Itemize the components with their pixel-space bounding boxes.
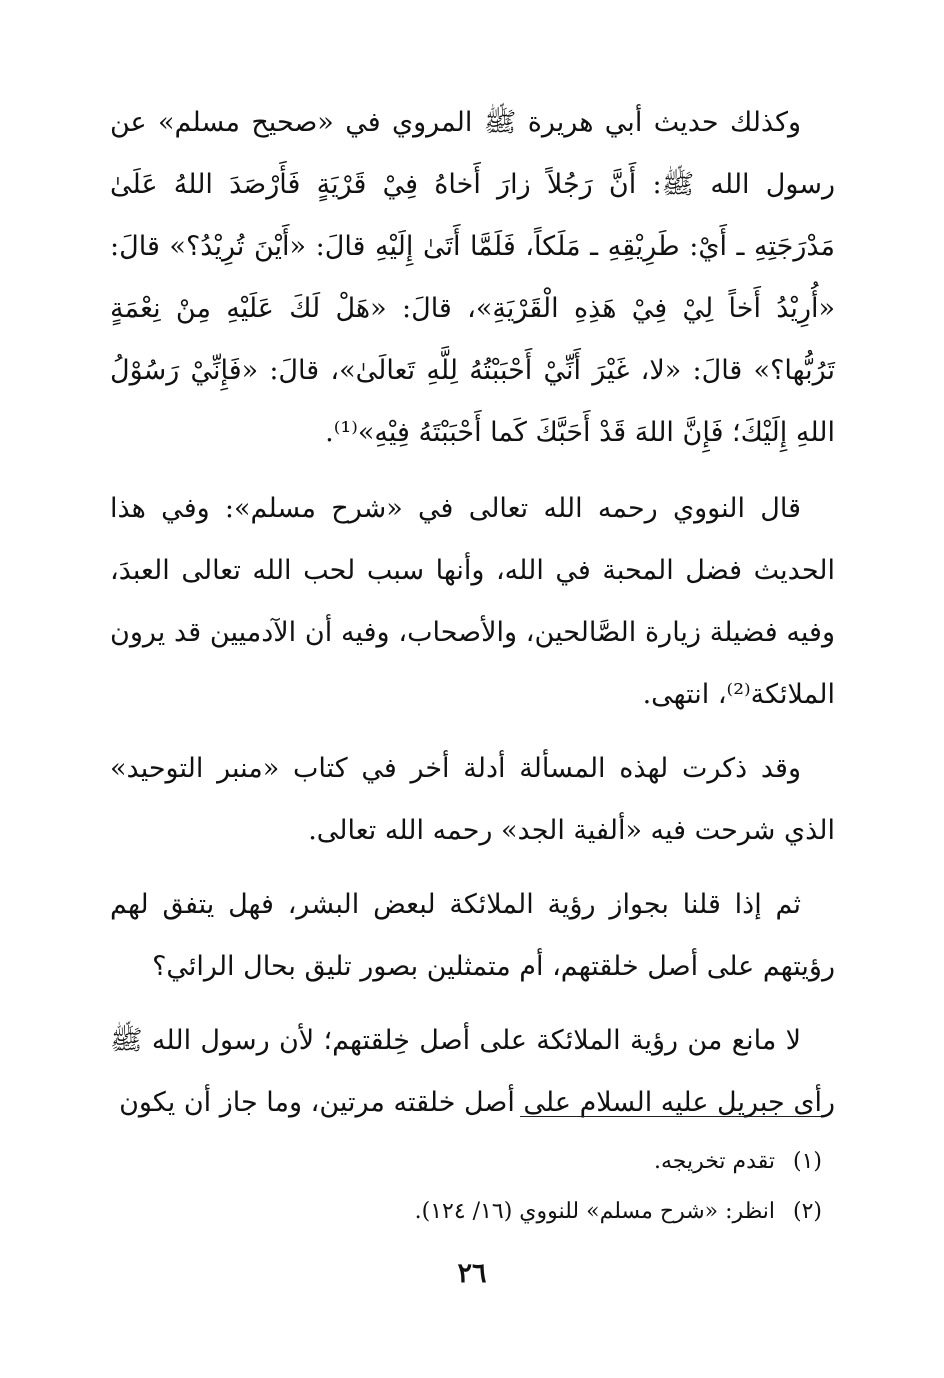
footnotes	[122, 1137, 822, 1237]
footnote-1-number: (١)	[792, 1149, 822, 1174]
main-text	[110, 92, 835, 1146]
paragraph-answer: لا مانع من رؤية الملائكة على أصل خِلقتهم؛ لأن رسول الله ﷺ رأى جبريل عليه السلام على أصل خلقته مرتين، وما جاز أن يكون	[110, 1025, 835, 1118]
footnote-2-number: (٢)	[792, 1199, 822, 1224]
footnote-divider	[520, 1116, 822, 1117]
paragraph-other-evidence: وقد ذكرت لهذه المسألة أدلة أخر في كتاب «منبر التوحيد» الذي شرحت فيه «ألفية الجد» رحمه الله تعالى.	[110, 753, 835, 846]
footnote-1-text: تقدم تخريجه.	[653, 1149, 775, 1174]
footnote-2-text: انظر: «شرح مسلم» للنووي (١٦/ ١٢٤).	[414, 1199, 775, 1224]
paragraph-question: ثم إذا قلنا بجواز رؤية الملائكة لبعض البشر، فهل يتفق لهم رؤيتهم على أصل خلقتهم، أم متمثلين بصور تليق بحال الرائي؟	[110, 889, 835, 982]
footnote-2	[122, 1187, 822, 1237]
footnote-1	[122, 1137, 822, 1187]
page-number: ٢٦	[457, 1258, 487, 1289]
paragraph-hadith: وكذلك حديث أبي هريرة ﷺ المروي في «صحيح مسلم» عن رسول الله ﷺ: أَنَّ رَجُلاً زارَ أَخاهُ فِيْ قَرْيَةٍ فَأَرْصَدَ اللهُ عَلَىٰ مَدْرَجَتِهِ ـ أَيْ: طَرِيْقِهِ ـ مَلَكاً، فَلَمَّا أَتَىٰ إِلَيْهِ قالَ: «أَيْنَ تُرِيْدُ؟» قالَ: «أُرِيْدُ أَخاً لِيْ فِيْ هَذِهِ الْقَرْيَةِ»، قالَ: «هَلْ لَكَ عَلَيْهِ مِنْ نِعْمَةٍ تَرُبُّها؟» قالَ: «لا، غَيْرَ أَنِّيْ أَحْبَبْتُهُ لِلَّهِ تَعالَىٰ»، قالَ: «فَإِنِّيْ رَسُوْلُ اللهِ إِلَيْكَ؛ فَإِنَّ اللهَ قَدْ أَحَبَّكَ كَما أَحْبَبْتَهُ فِيْهِ»⁽¹⁾.	[110, 107, 835, 448]
paragraph-nawawi-commentary: قال النووي رحمه الله تعالى في «شرح مسلم»: وفي هذا الحديث فضل المحبة في الله، وأنها سبب لحب الله تعالى العبدَ، وفيه فضيلة زيارة الصَّالحين، والأصحاب، وفيه أن الآدميين قد يرون الملائكة⁽²⁾، انتهى.	[110, 493, 835, 710]
